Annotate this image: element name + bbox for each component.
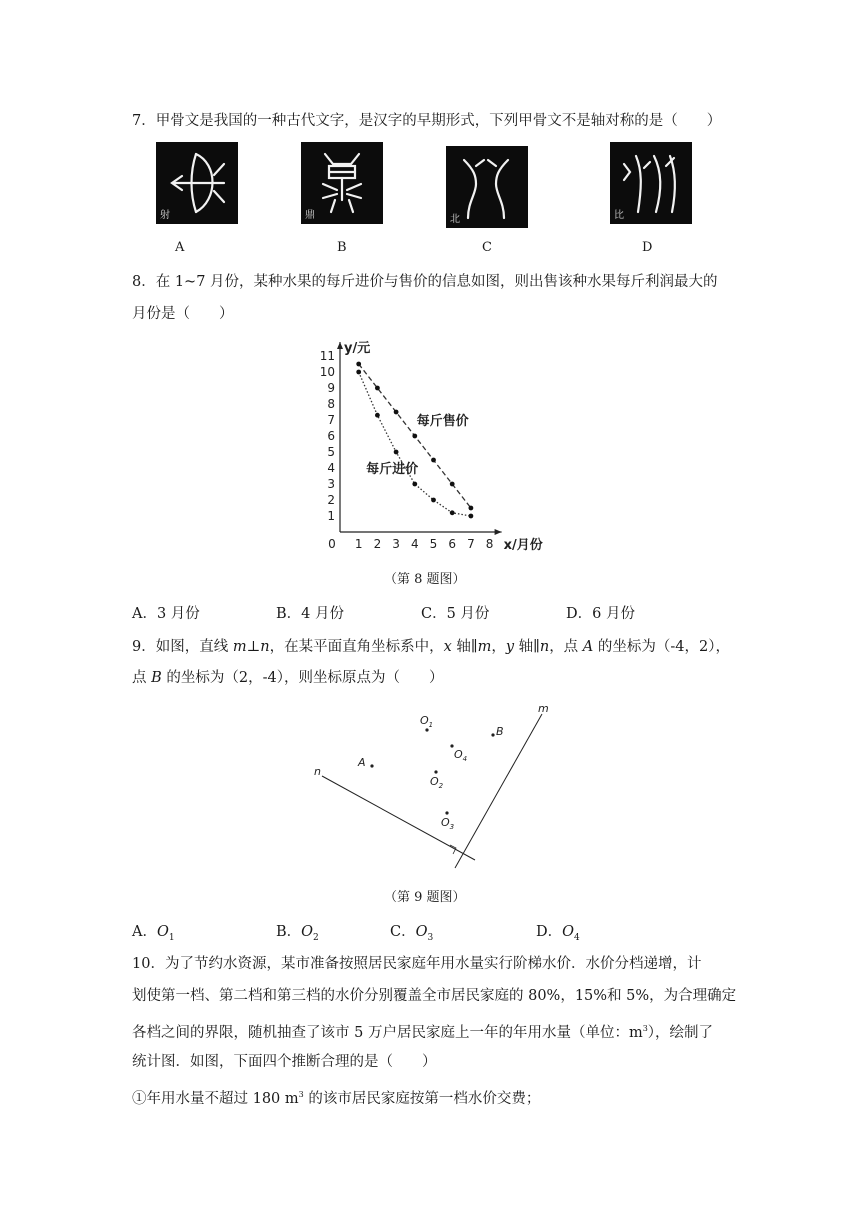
glyph-label: 比	[614, 210, 624, 221]
q8-option-a: A．3 月份	[132, 606, 200, 622]
series-2-point	[356, 370, 361, 375]
glyph-label: 北	[450, 214, 460, 225]
y-axis-label: y/元	[344, 341, 371, 356]
option-letter-c: C	[482, 240, 492, 255]
q9-stem-line2: 点 B 的坐标为（2，-4），则坐标原点为（ ）	[132, 670, 444, 686]
x-tick-label: 6	[448, 537, 457, 551]
label-o4: $O_4$	[454, 748, 468, 763]
x-axis-label: x/月份	[503, 538, 543, 553]
q10-stem-line3: 各档之间的界限，随机抽查了该市 5 万户居民家庭上一年的年用水量（单位：$m^3$），绘制了	[132, 1024, 714, 1041]
series-2-point	[412, 482, 417, 487]
series-1-point	[412, 434, 417, 439]
option-letter-d: D	[642, 240, 653, 255]
series-label-sale: 每斤售价	[416, 413, 469, 429]
q9-option-d: D．$O_4$	[536, 924, 580, 943]
q9-option-a: A．$O_1$	[132, 924, 175, 943]
y-axis-arrow	[337, 342, 343, 349]
series-label-cost: 每斤进价	[366, 461, 419, 477]
label-o2: $O_2$	[430, 775, 444, 790]
q8-stem-line1: 8．在 1~7 月份，某种水果的每斤进价与售价的信息如图，则出售该种水果每斤利润最大的	[132, 274, 718, 290]
x-tick-label: 4	[410, 537, 419, 551]
line-n	[322, 776, 475, 860]
option-letter-b: B	[337, 240, 347, 255]
y-tick-label: 3	[327, 477, 335, 491]
series-2-point	[394, 450, 399, 455]
y-tick-label: 1	[327, 509, 335, 523]
label-o1: $O_1$	[420, 714, 434, 729]
label-n: n	[314, 765, 321, 778]
q8-figure-caption: （第 8 题图）	[384, 572, 466, 587]
q9-option-b: B．$O_2$	[276, 924, 319, 943]
q9-stem-line1: 9．如图，直线 m⊥n，在某平面直角坐标系中，x 轴∥m，y 轴∥n，点 A 的坐标为（-4，2），	[132, 639, 730, 655]
series-1-point	[450, 482, 455, 487]
x-tick-label: 0	[328, 537, 336, 551]
series-1-point	[431, 458, 436, 463]
series-2-point	[450, 510, 455, 515]
y-tick-label: 9	[327, 381, 335, 395]
y-tick-label: 11	[319, 349, 335, 363]
q9-figure	[310, 698, 560, 878]
x-axis-arrow	[495, 529, 502, 535]
oracle-glyph-bei	[446, 146, 528, 228]
q9-figure-caption: （第 9 题图）	[384, 890, 466, 905]
q10-statement-1: ①年用水量不超过 180 $m^3$ 的该市居民家庭按第一档水价交费；	[132, 1090, 541, 1107]
y-tick-label: 2	[327, 493, 335, 507]
series-1-point	[375, 386, 380, 391]
q8-option-c: C．5 月份	[421, 606, 490, 622]
label-b: B	[496, 725, 504, 738]
series-2-point	[469, 514, 474, 519]
series-2-point	[431, 498, 436, 503]
oracle-glyph-ding	[301, 142, 383, 224]
y-tick-label: 8	[327, 397, 335, 411]
q10-stem-line4: 统计图．如图，下面四个推断合理的是（ ）	[132, 1054, 437, 1070]
x-tick-label: 7	[467, 537, 475, 551]
q8-stem-line2: 月份是（ ）	[132, 306, 234, 322]
x-tick-label: 8	[485, 537, 494, 551]
series-line-2	[359, 372, 471, 516]
oracle-glyph-bi	[610, 142, 692, 224]
q7-stem: 7．甲骨文是我国的一种古代文字，是汉字的早期形式，下列甲骨文不是轴对称的是（ ）	[132, 113, 722, 129]
q10-stem-line2: 划使第一档、第二档和第三档的水价分别覆盖全市居民家庭的 80%，15%和 5%，为合理确定	[132, 988, 737, 1004]
q8-option-b: B．4 月份	[276, 606, 344, 622]
label-m: m	[538, 702, 549, 715]
point-a	[370, 764, 373, 767]
series-2-point	[375, 413, 380, 418]
label-a: A	[358, 756, 366, 769]
series-1-point	[394, 410, 399, 415]
y-tick-label: 4	[327, 461, 335, 475]
y-tick-label: 7	[327, 413, 335, 427]
y-tick-label: 5	[327, 445, 335, 459]
q9-option-c: C．$O_3$	[390, 924, 434, 943]
point-o2	[434, 770, 437, 773]
option-letter-a: A	[175, 240, 185, 255]
x-tick-label: 3	[392, 537, 400, 551]
series-1-point	[356, 362, 361, 367]
x-tick-label: 1	[354, 537, 363, 551]
q8-option-d: D．6 月份	[566, 606, 635, 622]
label-o3: $O_3$	[441, 816, 455, 831]
point-o3	[445, 811, 448, 814]
price-chart	[310, 336, 550, 562]
y-tick-label: 10	[319, 365, 335, 379]
glyph-label: 鼎	[305, 210, 315, 221]
series-1-point	[469, 506, 474, 511]
glyph-label: 射	[160, 210, 170, 221]
x-tick-label: 2	[373, 537, 382, 551]
x-tick-label: 5	[429, 537, 438, 551]
y-tick-label: 6	[327, 429, 335, 443]
point-b	[491, 733, 494, 736]
q10-stem-line1: 10．为了节约水资源，某市准备按照居民家庭年用水量实行阶梯水价．水价分档递增，计	[132, 956, 702, 972]
oracle-glyph-she	[156, 142, 238, 224]
